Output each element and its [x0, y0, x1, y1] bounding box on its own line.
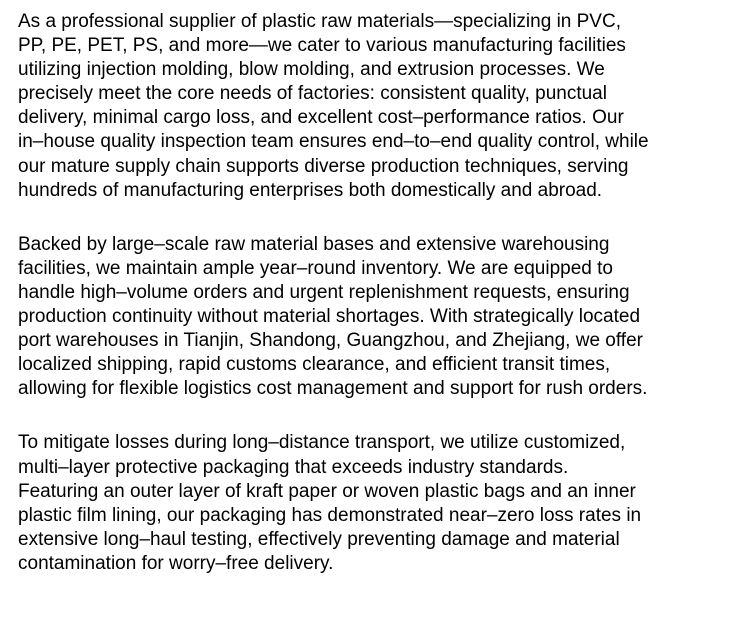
paragraph-inventory-logistics: [18, 233, 746, 402]
text-line: our mature supply chain supports diverse production techniques, serving: [18, 155, 629, 177]
text-line: To mitigate losses during long–distance transport, we utilize customized,: [18, 432, 626, 454]
paragraph-supplier-overview: [18, 10, 746, 203]
text-line: localized shipping, rapid customs clearance, and efficient transit times,: [18, 354, 611, 376]
text-line: facilities, we maintain ample year–round inventory. We are equipped to: [18, 257, 613, 279]
text-line: hundreds of manufacturing enterprises both domestically and abroad.: [18, 179, 603, 201]
text-line: extensive long–haul testing, effectively preventing damage and material: [18, 528, 620, 550]
text-line: handle high–volume orders and urgent replenishment requests, ensuring: [18, 281, 630, 303]
text-line: port warehouses in Tianjin, Shandong, Guangzhou, and Zhejiang, we offer: [18, 330, 643, 352]
text-line: PP, PE, PET, PS, and more—we cater to various manufacturing facilities: [18, 35, 626, 57]
text-line: Backed by large–scale raw material bases and extensive warehousing: [18, 233, 610, 255]
paragraph-packaging: [18, 431, 746, 576]
text-line: delivery, minimal cargo loss, and excellent cost–performance ratios. Our: [18, 107, 624, 129]
text-line: As a professional supplier of plastic raw materials—specializing in PVC,: [18, 11, 621, 32]
text-line: plastic film lining, our packaging has demonstrated near–zero loss rates in: [18, 504, 642, 526]
text-line: Featuring an outer layer of kraft paper or woven plastic bags and an inner: [18, 480, 636, 502]
text-line: contamination for worry–free delivery.: [18, 552, 334, 574]
text-line: allowing for flexible logistics cost management and support for rush orders.: [18, 378, 648, 400]
text-line: multi–layer protective packaging that exceeds industry standards.: [18, 456, 569, 478]
text-line: precisely meet the core needs of factories: consistent quality, punctual: [18, 83, 607, 105]
document-body: [18, 10, 746, 606]
text-line: in–house quality inspection team ensures end–to–end quality control, while: [18, 131, 649, 153]
text-line: utilizing injection molding, blow molding, and extrusion processes. We: [18, 59, 605, 81]
text-line: production continuity without material shortages. With strategically located: [18, 306, 641, 328]
